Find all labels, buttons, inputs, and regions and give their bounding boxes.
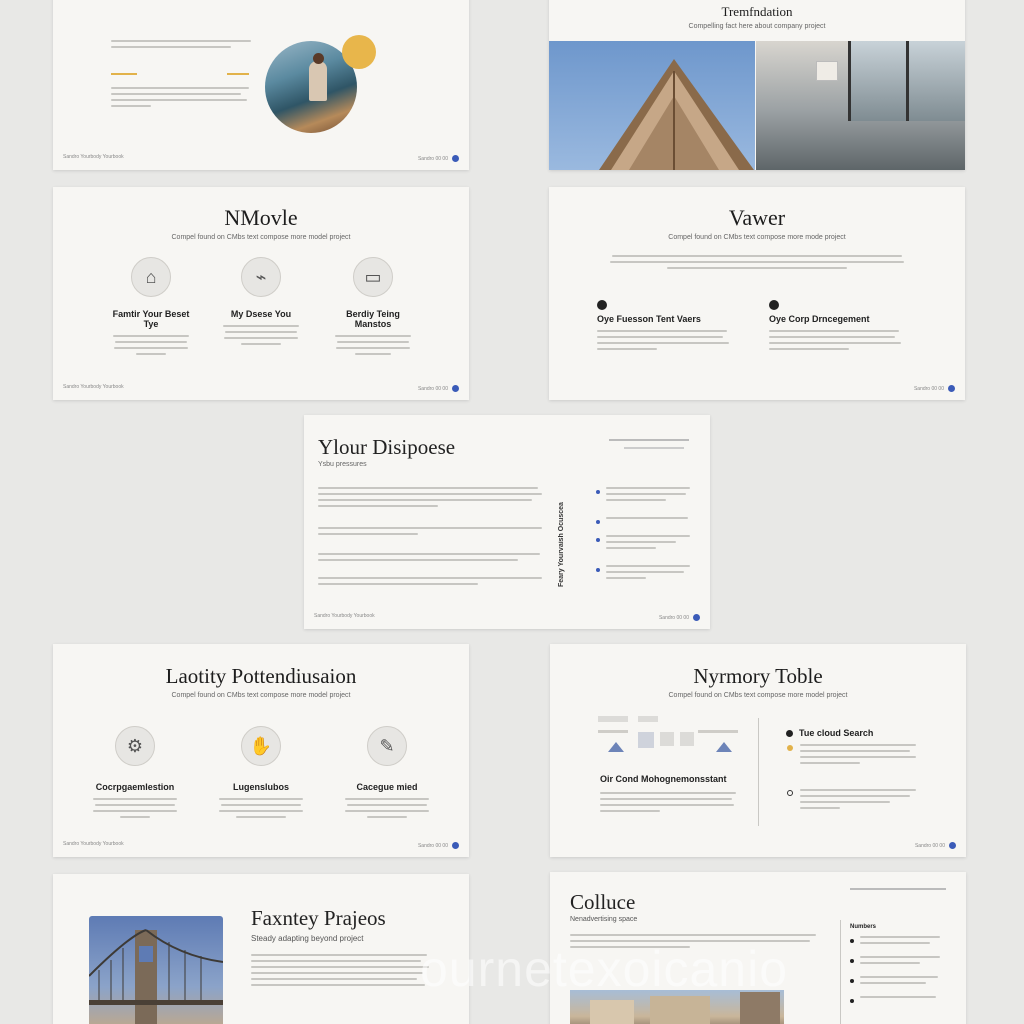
mini-diagram: [598, 716, 744, 756]
item-title: Oye Corp Drncegement: [769, 314, 870, 324]
feature-title: Cacegue mied: [356, 782, 418, 792]
bullet-item: [596, 517, 688, 524]
body-text: [318, 487, 544, 511]
slide-subtitle: Compel found on CMbs text compose more model project: [171, 692, 351, 699]
divider: [850, 888, 946, 890]
slide-footer-right: Sandro 00 00: [418, 385, 459, 392]
feature-item: [597, 300, 767, 354]
slide-footer-left: Sandro Yourbody Yourbook: [63, 384, 124, 390]
bullet-icon: [787, 790, 793, 796]
feature-title: Famtir Your Beset Tye: [112, 309, 190, 329]
bullet-item: [850, 936, 940, 948]
nav-dot-icon: [948, 385, 955, 392]
item-title: Oye Fuesson Tent Vaers: [597, 314, 701, 324]
bullet-item: [850, 956, 940, 968]
left-title: Oir Cond Mohognemonsstant: [600, 774, 727, 784]
feature-column: [91, 726, 179, 822]
bullet-item: [850, 996, 936, 1003]
slide-disipoese[interactable]: [304, 415, 710, 629]
side-title: Numbers: [850, 924, 877, 930]
bridge-photo: [89, 916, 223, 1024]
body-text: [800, 744, 920, 768]
building-photo: [549, 41, 755, 170]
city-photo: [570, 990, 784, 1024]
slide-subtitle: Steady adapting beyond project: [251, 934, 364, 943]
body-text: [251, 954, 431, 990]
slide-nmovle[interactable]: [53, 187, 469, 400]
feature-title: Berdiy Teing Manstos: [346, 309, 400, 329]
body-text: [318, 577, 544, 589]
bullet-icon: [787, 745, 793, 751]
body-text: [600, 792, 740, 816]
item-title: Tue cloud Search: [799, 728, 874, 738]
feature-title: Lugenslubos: [233, 782, 289, 792]
slide-about[interactable]: [53, 0, 469, 170]
feature-item: [769, 300, 939, 354]
accent-line: [111, 73, 137, 75]
divider: [840, 920, 841, 1024]
feature-column: [343, 726, 431, 822]
slide-vawer[interactable]: [549, 187, 965, 400]
divider: [609, 439, 689, 441]
gear-icon: ⚙: [115, 726, 155, 766]
body-text: [318, 553, 544, 565]
slide-footer-right: Sandro 00 00: [418, 155, 459, 162]
accent-line: [227, 73, 249, 75]
slide-potentials[interactable]: [53, 644, 469, 857]
slide-footer-left: Sandro Yourbody Yourbook: [314, 613, 375, 619]
body-text: [570, 934, 820, 952]
text-block: [111, 87, 251, 111]
bullet-item: [596, 565, 690, 583]
feature-column: [217, 726, 305, 822]
feature-column: [111, 257, 191, 359]
slide-subtitle: Ysbu pressures: [318, 461, 367, 468]
feature-title: My Dsese You: [230, 309, 292, 319]
bullet-icon: [769, 300, 779, 310]
hand-icon: ✋: [241, 726, 281, 766]
slide-footer-right: Sandro 00 00: [418, 842, 459, 849]
slide-subtitle: Compelling fact here about company project: [688, 23, 826, 30]
house-icon: ⌂: [131, 257, 171, 297]
slide-footer-left: Sandro Yourbody Yourbook: [63, 154, 124, 160]
tools-icon: ✎: [367, 726, 407, 766]
divider: [624, 447, 684, 449]
slide-title: Ylour Disipoese: [318, 435, 456, 459]
slide-memory-table[interactable]: [550, 644, 966, 857]
slide-title: Colluce: [570, 890, 636, 914]
slide-title: Laotity Pottendiusaion: [165, 664, 357, 688]
nav-dot-icon: [452, 842, 459, 849]
slide-footer-right: Sandro 00 00: [659, 614, 700, 621]
body-text: [800, 789, 920, 813]
slide-subtitle: Nenadvertising space: [570, 916, 638, 923]
bullet-item: [596, 487, 690, 505]
interior-photo: [756, 41, 965, 170]
divider: [758, 718, 759, 826]
slide-title: Faxntey Prajeos: [251, 906, 386, 930]
bullet-item: [850, 976, 938, 988]
bullet-item: [596, 535, 690, 553]
feature-column: [333, 257, 413, 359]
nav-dot-icon: [693, 614, 700, 621]
bullet-icon: [597, 300, 607, 310]
slide-foundation[interactable]: [549, 0, 965, 170]
slide-title: NMovle: [224, 205, 298, 230]
feature-column: [221, 257, 301, 349]
slide-colluce[interactable]: [550, 872, 966, 1024]
intro-text: [609, 255, 905, 273]
bullet-icon: [786, 730, 793, 737]
slide-footer-right: Sandro 00 00: [914, 385, 955, 392]
slide-title: Nyrmory Toble: [693, 664, 823, 688]
slide-footer-left: Sandro Yourbody Yourbook: [63, 841, 124, 847]
watermark: ournetexoicanio: [420, 941, 789, 997]
slide-subtitle: Compel found on CMbs text compose more mode project: [668, 234, 846, 241]
slide-footer-right: Sandro 00 00: [915, 842, 956, 849]
plug-icon: ⌁: [241, 257, 281, 297]
screen-icon: ▭: [353, 257, 393, 297]
slide-title: Vawer: [728, 205, 786, 230]
nav-dot-icon: [949, 842, 956, 849]
nav-dot-icon: [452, 385, 459, 392]
nav-dot-icon: [452, 155, 459, 162]
list-item: [786, 728, 873, 738]
slide-subtitle: Compel found on CMbs text compose more model project: [668, 692, 848, 699]
text-block: [111, 40, 251, 52]
slide-subtitle: Compel found on CMbs text compose more model project: [171, 234, 351, 241]
slide-title: Tremfndation: [721, 4, 793, 19]
accent-circle: [342, 35, 376, 69]
body-text: [318, 527, 544, 539]
vertical-label: Feary Yourvaish Ocuscea: [558, 502, 565, 588]
feature-title: Cocrpgaemlestion: [95, 782, 175, 792]
slide-projects[interactable]: [53, 874, 469, 1024]
